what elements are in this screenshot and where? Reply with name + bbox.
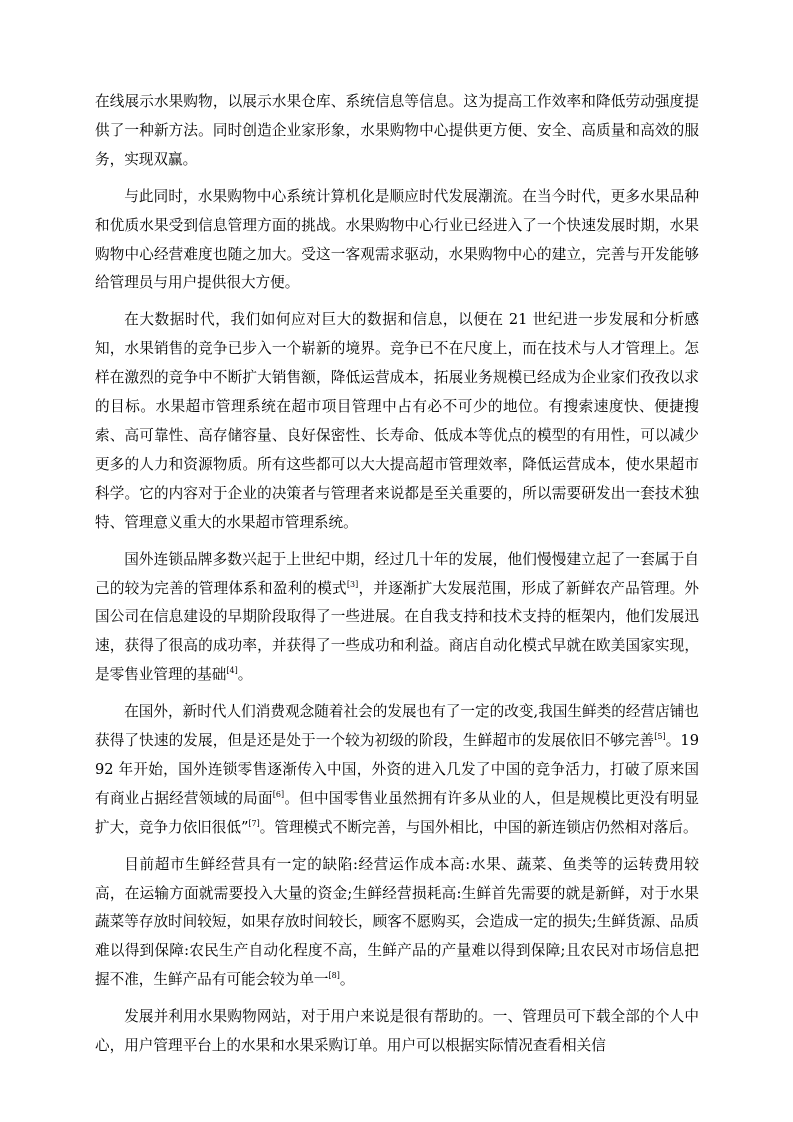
citation-ref: [5] (654, 732, 666, 742)
paragraph-1 (95, 88, 699, 175)
paragraph-2 (95, 183, 699, 299)
paragraph-text: 。但中国零售业虽然拥有许多从业的人，但是规模比更没有明显扩大，竞争力依旧很低” (95, 789, 699, 836)
paragraph-text: 。 (339, 971, 355, 989)
paragraph-text: 在大数据时代，我们如何应对巨大的数据和信息，以便在 21 世纪进一步发展和分析感知，水果销售的竞争已步入一个崭新的境界。竞争已不在尺度上，而在技术与人才管理上。怎样在激烈的竞争中不断扩大销售额，降低运营成本，拓展业务规模已经成为企业家们孜孜以求的目标。水果超市管理系统在超市项目管理中占有必不可少的地位。有搜索速度快、便捷搜索、高可靠性、高存储容量、良好保密性、长寿命、低成本等优点的模型的有用性，可以减少更多的人力和资源物质。所有这些都可以大大提高超市管理效率，降低运营成本，使水果超市科学。它的内容对于企业的决策者与管理者来说都是至关重要的，所以需要研发出一套技术独特、管理意义重大的水果超市管理系统。 (95, 311, 699, 531)
paragraph-text: 发展并利用水果购物网站，对于用户来说是很有帮助的。一、管理员可下载全部的个人中心，用户管理平台上的水果和水果采购订单。用户可以根据实际情况查看相关信 (95, 1008, 699, 1055)
paragraph-6 (95, 851, 699, 996)
paragraph-text: 目前超市生鲜经营具有一定的缺陷:经营运作成本高:水果、蔬菜、鱼类等的运转费用较高，在运输方面就需要投入大量的资金;生鲜经营损耗高:生鲜首先需要的就是新鲜，对于水果蔬菜等存放时间较短，如果存放时间较长，顾客不愿购买，会造成一定的损失;生鲜货源、品质难以得到保障:农民生产自动化程度不高，生鲜产品的产量难以得到保障;且农民对市场信息把握不准，生鲜产品有可能会较为单一 (95, 855, 699, 989)
citation-ref: [7] (248, 818, 260, 828)
paragraph-text: 。 (237, 666, 253, 684)
paragraph-text: ，并逐渐扩大发展范围，形成了新鲜农产品管理。外国公司在信息建设的早期阶段取得了一些进展。在自我支持和技术支持的框架内，他们发展迅速，获得了很高的成功率，并获得了一些成功和利益。商店自动化模式早就在欧美国家实现，是零售业管理的基础 (95, 579, 699, 684)
paragraph-5 (95, 698, 699, 843)
paragraph-text: 国外连锁品牌多数兴起于上世纪中期，经过几十年的发展，他们慢慢建立起了一套属于自己的较为完善的管理体系和盈利的模式 (95, 550, 699, 597)
paragraph-7 (95, 1003, 699, 1061)
paragraph-text: 。管理模式不断完善，与国外相比，中国的新连锁店仍然相对落后。 (259, 818, 698, 836)
paragraph-text: 。1992 年开始，国外连锁零售逐渐传入中国，外资的进入几发了中国的竞争活力，打破了原来国有商业占据经营领域的局面 (95, 732, 699, 807)
paragraph-text: 与此同时，水果购物中心系统计算机化是顺应时代发展潮流。在当今时代，更多水果品种和优质水果受到信息管理方面的挑战。水果购物中心行业已经进入了一个快速发展时期，水果购物中心经营难度也随之加大。受这一客观需求驱动，水果购物中心的建立，完善与开发能够给管理员与用户提供很大方便。 (95, 187, 699, 292)
paragraph-text: 在国外，新时代人们消费观念随着社会的发展也有了一定的改变,我国生鲜类的经营店铺也获得了快速的发展，但是还是处于一个较为初级的阶段，生鲜超市的发展依旧不够完善 (95, 703, 699, 750)
paragraph-text: 在线展示水果购物，以展示水果仓库、系统信息等信息。这为提高工作效率和降低劳动强度提供了一种新方法。同时创造企业家形象，水果购物中心提供更方便、安全、高质量和高效的服务，实现双赢。 (95, 93, 699, 168)
citation-ref: [6] (272, 789, 285, 799)
paragraph-3 (95, 306, 699, 537)
document-page (95, 88, 699, 1069)
citation-ref: [4] (226, 666, 238, 676)
citation-ref: [8] (328, 971, 340, 981)
citation-ref: [3] (346, 579, 359, 589)
paragraph-4 (95, 546, 699, 691)
